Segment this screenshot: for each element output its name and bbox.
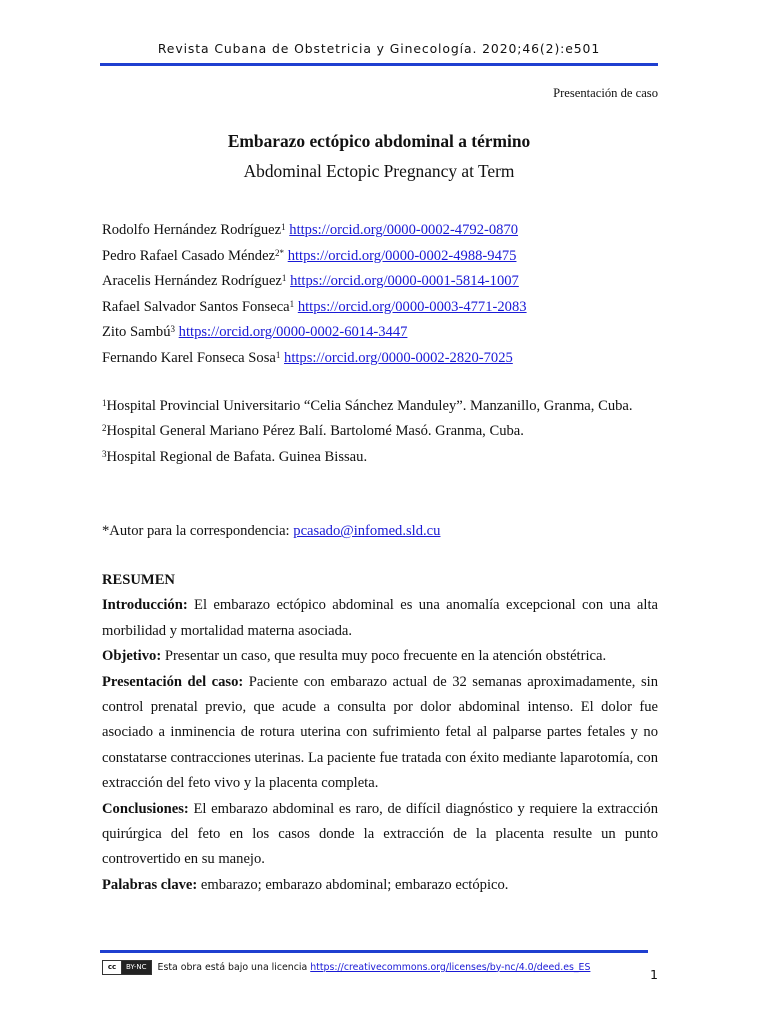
author-entry <box>102 269 662 295</box>
section-label: Conclusiones: <box>102 800 189 817</box>
abstract-heading: RESUMEN <box>102 572 175 588</box>
section-label: Palabras clave: <box>102 876 198 893</box>
affiliation-mark: 2 <box>102 423 107 434</box>
orcid-link[interactable]: https://orcid.org/0000-0002-6014-3447 <box>178 324 408 341</box>
author-name: Aracelis Hernández Rodríguez <box>102 273 282 290</box>
article-subtitle: Abdominal Ectopic Pregnancy at Term <box>243 161 515 181</box>
section-text: Paciente con embarazo actual de 32 semanas aproximadamente, sin control prenatal previo, que acude a consulta por dolor abdominal intenso. El dolor fue asociado a inminencia de rotura uterina con sufrimiento fetal al palparse partes fetales y no constatarse contracciones uterinas. La paciente fue tratada con éxito mediante laparotomía, con extracción del feto vivo y la placenta completa. <box>102 673 658 792</box>
cc-icon: cc <box>103 961 122 974</box>
correspondence <box>102 519 440 544</box>
correspondence-email-link[interactable]: pcasado@infomed.sld.cu <box>293 523 441 539</box>
orcid-link[interactable]: https://orcid.org/0000-0002-2820-7025 <box>284 349 513 366</box>
section-label: Introducción: <box>102 597 188 614</box>
author-name: Fernando Karel Fonseca Sosa <box>102 349 276 366</box>
author-entry <box>102 320 662 346</box>
affiliation <box>102 394 658 419</box>
abstract-keywords <box>102 873 658 898</box>
author-affiliation-mark: 1 <box>289 298 295 309</box>
abstract-case-presentation <box>102 670 658 797</box>
affiliation-text: Hospital Regional de Bafata. Guinea Bissau. <box>106 448 368 465</box>
correspondence-label: *Autor para la correspondencia: <box>102 523 294 539</box>
author-entry <box>102 244 662 270</box>
affiliation-mark: 1 <box>102 398 107 408</box>
journal-header: Revista Cubana de Obstetricia y Ginecología. 2020;46(2):e501 <box>157 41 601 56</box>
affiliation-text: Hospital General Mariano Pérez Balí. Bartolomé Masó. Granma, Cuba. <box>106 423 524 440</box>
article-type: Presentación de caso <box>553 86 658 100</box>
abstract-introduction <box>102 593 658 644</box>
affiliation <box>102 419 658 444</box>
author-name: Pedro Rafael Casado Méndez <box>102 247 276 264</box>
author-list <box>102 218 662 372</box>
header-divider <box>100 63 658 66</box>
abstract <box>102 568 658 898</box>
page-number: 1 <box>649 967 658 982</box>
author-affiliation-mark: 1 <box>275 349 281 360</box>
section-label: Objetivo: <box>102 648 162 665</box>
author-affiliation-mark: 2* <box>275 247 285 258</box>
creative-commons-badge[interactable] <box>102 960 152 975</box>
author-entry <box>102 218 662 244</box>
author-entry <box>102 295 662 321</box>
author-affiliation-mark: 1 <box>281 222 286 232</box>
orcid-link[interactable]: https://orcid.org/0000-0001-5814-1007 <box>290 273 519 290</box>
affiliation-text: Hospital Provincial Universitario “Celia Sánchez Manduley”. Manzanillo, Granma, Cuba. <box>106 398 633 414</box>
affiliation-mark: 3 <box>102 448 107 459</box>
author-affiliation-mark: 3 <box>170 324 176 335</box>
affiliation <box>102 445 658 470</box>
license-footer <box>102 958 642 976</box>
abstract-objective <box>102 644 658 669</box>
orcid-link[interactable]: https://orcid.org/0000-0002-4988-9475 <box>287 247 517 264</box>
author-affiliation-mark: 1 <box>281 273 287 284</box>
orcid-link[interactable]: https://orcid.org/0000-0003-4771-2083 <box>297 298 527 315</box>
section-text: El embarazo abdominal es raro, de difícil diagnóstico y requiere la extracción quirúrgica del feto en los casos donde la extracción de la placenta resulte un punto controvertido en su manejo. <box>102 800 658 868</box>
section-text: El embarazo ectópico abdominal es una anomalía excepcional con una alta morbilidad y mortalidad materna asociada. <box>102 597 658 639</box>
abstract-conclusions <box>102 797 658 873</box>
author-name: Rodolfo Hernández Rodríguez <box>102 222 282 238</box>
section-text: embarazo; embarazo abdominal; embarazo ectópico. <box>197 876 509 893</box>
cc-license-label: BY-NC <box>122 961 151 974</box>
footer-divider <box>100 950 648 953</box>
license-text: Esta obra está bajo una licencia https://creativecommons.org/licenses/by-nc/4.0/deed.es_ES <box>157 961 591 973</box>
section-label: Presentación del caso: <box>102 673 244 690</box>
article-title: Embarazo ectópico abdominal a término <box>227 131 531 151</box>
license-link[interactable]: https://creativecommons.org/licenses/by-nc/4.0/deed.es_ES <box>310 961 591 973</box>
author-name: Rafael Salvador Santos Fonseca <box>102 298 290 315</box>
section-text: Presentar un caso, que resulta muy poco frecuente en la atención obstétrica. <box>161 648 607 665</box>
affiliation-list <box>102 394 658 470</box>
orcid-link[interactable]: https://orcid.org/0000-0002-4792-0870 <box>289 222 519 238</box>
author-entry <box>102 346 662 372</box>
author-name: Zito Sambú <box>102 324 171 341</box>
